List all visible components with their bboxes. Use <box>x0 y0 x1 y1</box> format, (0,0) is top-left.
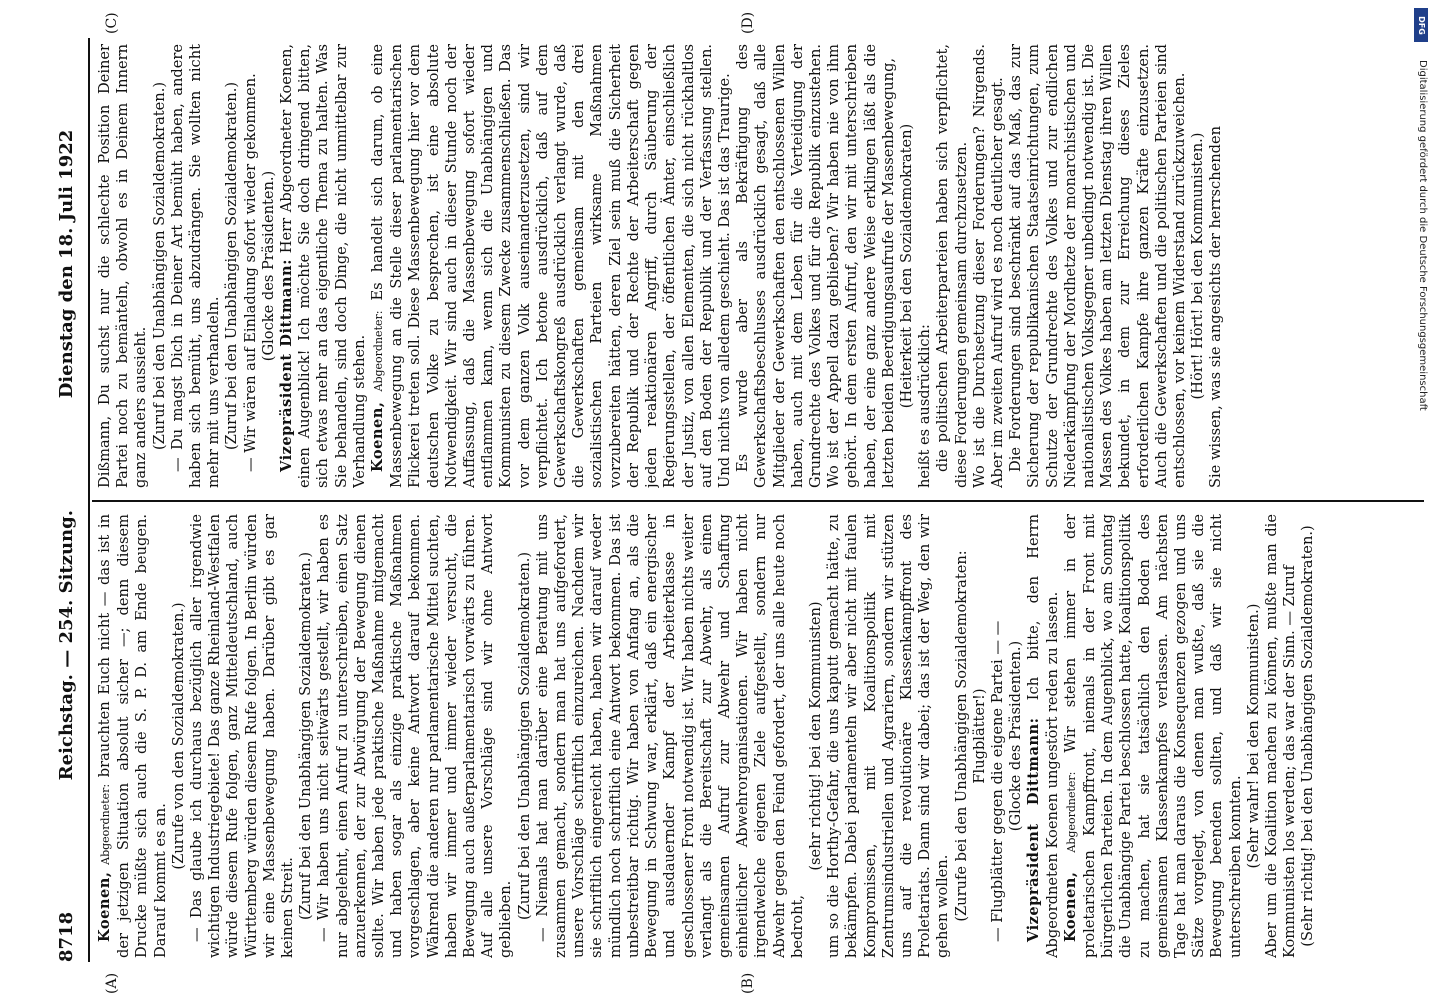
paragraph: Wo ist die Durchsetzung dieser Forderungen? Nirgends. Aber im zweiten Aufruf wird es noch deutlicher gesagt. <box>970 44 1006 488</box>
interjection: (Sehr richtig! bei den Unabhängigen Sozialdemokraten.) <box>1299 525 1317 947</box>
paragraph: — Du magst Dich in Deiner Art bemüht haben, andere haben sich bemüht, uns abzudrängen. Sie wollten nicht mehr mit uns verhandeln. <box>168 44 223 488</box>
paragraph: Es wurde aber als Bekräftigung des Gewerkschaftsbeschlusses ausdrücklich gesagt, daß alle Mitglieder der Gewerkschaften den entschlossenen Willen haben, auch mit dem Leben für die Verteidigung der Grundrechte des Volkes und für die Republik einzustehen. Wo ist der Appell dazu geblieben? Wir haben nie von ihm gehört. In dem ersten Aufruf, den wir mit unterschrieben haben, der eine ganz andere Weise erklingen läßt als die letzten beiden Beerdigungsaufrufe der Massenbewegung, <box>734 44 897 488</box>
page-header-right <box>56 38 82 490</box>
paragraph: heißt es ausdrücklich: <box>916 324 934 488</box>
paragraph: um so die Horthy-Gefahr, die uns kaputt gemacht hätte, zu bekämpfen. Dabei parlamenteln wir aber nicht mit faulen Kompromissen, mit Koalitionspolitik mit Zentrumsindustriellen und Agrariern, sondern wir stützen uns auf die revolutionäre Klassenkampffront des Proletariats. Dann sind wir dabei; das ist der Weg, den wir gehen wollen. <box>825 514 952 958</box>
digitization-sidebar <box>1410 10 1430 910</box>
speaker-role: Abgeordneter: <box>372 310 386 392</box>
paragraph: — Niemals hat man darüber eine Beratung mit uns zusammen gemacht, sondern man hat uns aufgefordert, unsere Vorschläge schriftlich einzureichen. Nachdem wir sie schriftlich eingereicht haben, haben wir darauf weder mündlich noch schriftlich eine Antwort bekommen. Das ist unbestreitbar richtig. Wir haben von Anfang an, als die Bewegung in Schwung war, erklärt, daß ein energischer und ausdauernder Kampf der Arbeiterklasse in geschlossener Front notwendig ist. Wir haben nichts weiter verlangt als die Bereitschaft zur Abwehr, als einen gemeinsamen Aufruf zur Abwehr und Schaffung einheitlicher Abwehrorganisationen. Wir haben nicht irgendwelche eigenen Ziele aufgestellt, sondern nur Abwehr gegen den Feind gefordert, der uns alle heute noch bedroht, <box>533 514 806 958</box>
interjection: (Zurufe von den Sozialdemokraten.) <box>169 602 187 870</box>
speaker-paragraph <box>96 514 170 958</box>
speaker-name: Koenen, <box>96 871 113 942</box>
speech-text: Herr Abgeordneter Koenen, einen Augenblick! Ich möchte Sie doch dringend bitten, sich etwas mehr an das eigentliche Thema zu halten. Was Sie behandeln, sind doch Dinge, die nicht unmittelbar zur Verhandlung stehen. <box>278 44 368 488</box>
speaker-role: Abgeordneter: <box>1064 771 1078 853</box>
margin-marker-b: (B) <box>740 972 756 994</box>
session-title: Reichstag. — 254. Sitzung. <box>56 510 77 781</box>
speaker-role: Abgeordneter: <box>99 783 112 865</box>
speech-text: Ich bitte, den Herrn Abgeordneten Koenen ungestört reden zu lassen. <box>1025 514 1061 958</box>
interjection: (Hört! Hört! bei den Kommunisten.) <box>1189 132 1207 400</box>
interjection: (sehr richtig! bei den Kommunisten) <box>806 601 824 871</box>
paragraph: — Flugblätter gegen die eigene Partei — — <box>988 620 1006 942</box>
speech-text: Es handelt sich darum, ob eine Massenbewegung an die Stelle dieser parlamentarischen Flickerei treten soll. Diese Massenbewegung hier vor dem deutschen Volke zu besprechen, ist eine absolute Notwendigkeit. Wir sind auch in dieser Stunde noch der Auffassung, daß die Massenbewegung sofort wieder entflammen kann, wenn sich die Unabhängigen und Kommunisten zu diesem Zwecke zusammenschließen. Das vor dem ganzen Volk auseinanderzusetzen, sind wir verpflichtet. Ich betone ausdrücklich, daß auf dem Gewerkschaftskongreß ausdrücklich verlangt wurde, daß die Gewerkschaften gemeinsam mit den drei sozialistischen Parteien wirksame Maßnahmen vorzubereiten hätten, deren Ziel sein muß die Sicherheit der Republik und der Rechte der Arbeiterschaft gegen jeden reaktionären Angriff, durch Säuberung der Regierungsstellen, der öffentlichen Ämter, einschließlich der Justiz, von allen Elementen, die sich nicht rückhaltlos auf den Boden der Republik und der Verfassung stellen. Und nichts von alledem geschieht. Das ist das Traurige. <box>369 44 733 488</box>
page-header-left <box>56 510 82 962</box>
session-date: Dienstag den 18. Juli 1922 <box>56 129 77 399</box>
paragraph: Die Forderungen sind beschränkt auf das Maß, das zur Sicherung der republikanischen Staatseinrichtungen, zum Schutze der Grundrechte des Volkes und zur endlichen Niederkämpfung der Mordhetze der monarchistischen und nationalistischen Volksgegner unbedingt notwendig ist. Die Massen des Volkes haben am letzten Dienstag ihren Willen bekundet, in dem zur Erreichung dieses Zieles erforderlichen Kampfe ihre ganzen Kräfte einzusetzen. Auch die Gewerkschaften und die politischen Parteien sind entschlossen, vor keinem Widerstand zurückzuweichen. <box>1007 44 1188 488</box>
interjection: (Zurufe bei den Unabhängigen Sozialdemokraten: Flugblätter!) <box>952 550 988 922</box>
interjection: (Zuruf bei den Unabhängigen Sozialdemokraten.) <box>150 81 168 451</box>
margin-marker-d: (D) <box>740 11 756 34</box>
page-number: 8718 <box>56 911 77 962</box>
speaker-name: Koenen, <box>1061 871 1079 942</box>
interjection: (Glocke des Präsidenten.) <box>259 170 277 362</box>
margin-marker-c: (C) <box>104 12 120 34</box>
interjection: (Glocke des Präsidenten.) <box>1007 640 1025 832</box>
speaker-name: Koenen, <box>369 401 387 472</box>
left-text-column <box>96 514 1386 958</box>
interjection: (Zuruf bei den Unabhängigen Sozialdemokraten.) <box>297 551 315 921</box>
paragraph: — Wir haben uns nicht seitwärts gestellt, wir haben es nur abgelehnt, einen Aufruf zu unterschreiben, einen Satz anzuerkennen, der zur Abwürgung der Bewegung dienen sollte. Wir haben jede praktische Maßnahme mitgemacht und haben sogar als einzige praktische Maßnahmen vorgeschlagen, aber keine Antwort darauf bekommen. Während die anderen nur parlamentarische Mittel suchten, haben wir immer und immer wieder versucht, die Bewegung auch außerparlamentarisch vorwärts zu führen. Auf alle unsere Vorschläge sind wir ohne Antwort geblieben. <box>315 514 515 958</box>
speaker-paragraph <box>369 44 734 488</box>
paragraph: Dißmann, Du suchst nur die schlechte Position Deiner Partei noch zu bemänteln, obwohl es in Deinem Innern ganz anders aussieht. <box>96 44 150 488</box>
interjection: (Zuruf bei den Unabhängigen Sozialdemokraten.) <box>515 551 533 921</box>
interjection: (Sehr wahr! bei den Kommunisten.) <box>1244 603 1262 869</box>
header-rule <box>88 38 90 962</box>
margin-marker-a: (A) <box>104 972 120 994</box>
speaker-name: Vizepräsident Dittmann: <box>1025 717 1043 942</box>
right-text-column <box>96 44 1386 488</box>
paragraph: — Das glaube ich durchaus bezüglich aller irgendwie wichtigen Industriegebiete! Das ganze Rheinland-Westfalen würde diesem Rufe folgen, ganz Mitteldeutschland, auch Württemberg würden diesem Rufe folgen. In Berlin würden wir eine Massenbewegung haben. Darüber gibt es gar keinen Streit. <box>188 514 297 958</box>
column-divider <box>92 500 1424 502</box>
paragraph: — Wir wären auf Einladung sofort wieder gekommen. <box>241 73 259 472</box>
speaker-paragraph <box>1062 514 1245 958</box>
interjection: (Heiterkeit bei den Sozialdemokraten) <box>897 123 915 409</box>
speech-text: brauchten Euch nicht — das ist in der jetzigen Situation absolut sicher —; denn diesem Drucke müßte sich auch die S. P. D. am Ende beugen. Darauf kommt es an. <box>96 514 169 958</box>
paragraph: Sie wissen, was sie angesichts der herrschenden <box>1207 125 1225 488</box>
paragraph: Aber um die Koalition machen zu können, mußte man die Kommunisten los werden; das war der Sinn. — Zuruf <box>1263 514 1299 958</box>
speech-text: Wir stehen immer in der proletarischen Kampffront, niemals in der Front mit bürgerlichen Parteien. In dem Augenblick, wo am Sonntag die Unabhängige Partei beschlossen hatte, Koalitionspolitik zu machen, hat sie tatsächlich den Boden des gemeinsamen Klassenkampfes verlassen. Am nächsten Tage hat man daraus die Konsequenzen gezogen und uns Sätze vorgelegt, von denen man wußte, daß sie die Bewegung beenden sollten, und daß wir sie nicht unterschreiben konnten. <box>1061 514 1244 958</box>
dfg-logo: DFG <box>1414 8 1428 42</box>
speaker-paragraph <box>1025 514 1061 958</box>
speaker-name: Vizepräsident Dittmann: <box>278 259 296 472</box>
digitization-note: Digitalisierung gefördert durch die Deutsche Forschungsgemeinschaft <box>1417 60 1428 411</box>
speaker-paragraph <box>278 44 369 488</box>
interjection: (Zuruf bei den Unabhängigen Sozialdemokraten.) <box>223 81 241 451</box>
paragraph: die politischen Arbeiterparteien haben sich verpflichtet, diese Forderungen gemeinsam durchzusetzen. <box>934 44 970 488</box>
